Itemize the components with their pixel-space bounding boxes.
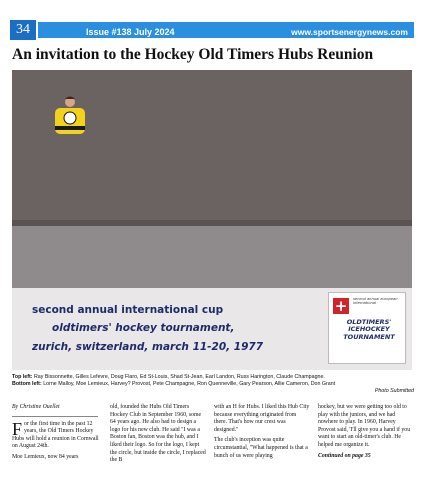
drop-cap: F	[12, 418, 23, 439]
logo-title: OLDTIMERS' ICEHOCKEY TOURNAMENT	[343, 318, 395, 341]
caption-bottom-names: Lorne Malloy, Moe Lemieux, Harvey? Provost, Pete Champagne, Ron Quenneville, Gary Pearson, Allie Cameron, Don Grant	[43, 381, 336, 387]
logo-subtitle: second annual european international	[353, 297, 398, 306]
headline: An invitation to the Hockey Old Timers Hubs Reunion	[12, 46, 374, 63]
paragraph: The club's inception was quite circumstantial, "What happened is that a bunch of us were playing	[214, 437, 308, 459]
continued-link[interactable]: Continued on page 35	[318, 452, 371, 459]
page-number: 34	[10, 20, 36, 40]
paragraph: hockey, but we were getting too old to play with the juniors, and we had nowhere to play. In 1960, Harvey Provost said, 'I'll give you a hand if you want to start an old-timer's club. He helped me organize it.	[318, 404, 411, 448]
byline: By Christine Ouellet	[12, 404, 60, 410]
caption-bottom-label: Bottom left:	[12, 381, 42, 387]
article-column-1	[12, 404, 102, 465]
paragraph: old, founded the Hubs Old Timers Hockey Club in September 1960, some 64 years ago. He also had to design a logo for his new club. He said "I was a Boston fan, Boston was the hub, and I liked their logo. So for the logo, I kept the circle, but inside the circle, I replaced the B	[110, 404, 206, 464]
swiss-flag-icon: +	[334, 297, 348, 315]
banner-line-1: second annual international cup	[32, 304, 224, 316]
banner-line-2: oldtimers' hockey tournament,	[52, 322, 235, 334]
website-link[interactable]: www.sportsenergynews.com	[291, 27, 408, 37]
team-photo-image	[12, 70, 412, 290]
caption-top-label: Top left:	[12, 374, 33, 380]
tournament-logo	[328, 292, 406, 364]
banner-line-3: zurich, switzerland, march 11-20, 1977	[32, 341, 264, 353]
team-photo	[12, 70, 412, 370]
article-column-2	[110, 404, 206, 468]
page-header	[10, 20, 414, 40]
article-column-4	[318, 404, 414, 463]
article-column-3	[214, 404, 310, 463]
caption-top-names: Ray Bissonnette, Gilles Lefevre, Doug Flaro, Ed St-Louis, Shad St-Jean, Earl Landon, Russ Harington, Claude Champagne.	[33, 374, 325, 380]
header-bar	[38, 22, 414, 38]
issue-label: Issue #138 July 2024	[86, 27, 175, 37]
photo-caption	[12, 374, 414, 388]
paragraph: Moe Lemieux, now 84 years	[12, 453, 79, 460]
byline-divider	[12, 416, 98, 417]
photo-credit: Photo Submitted	[374, 388, 414, 394]
paragraph: For the first time in the past 12 years, the Old Timers Hockey Hubs will hold a reunion in Cornwall on August 24th.	[12, 418, 99, 450]
paragraph: with an H for Hubs. I liked this Hub City because everything originated from there. That's how our crest was designed."	[214, 404, 310, 433]
